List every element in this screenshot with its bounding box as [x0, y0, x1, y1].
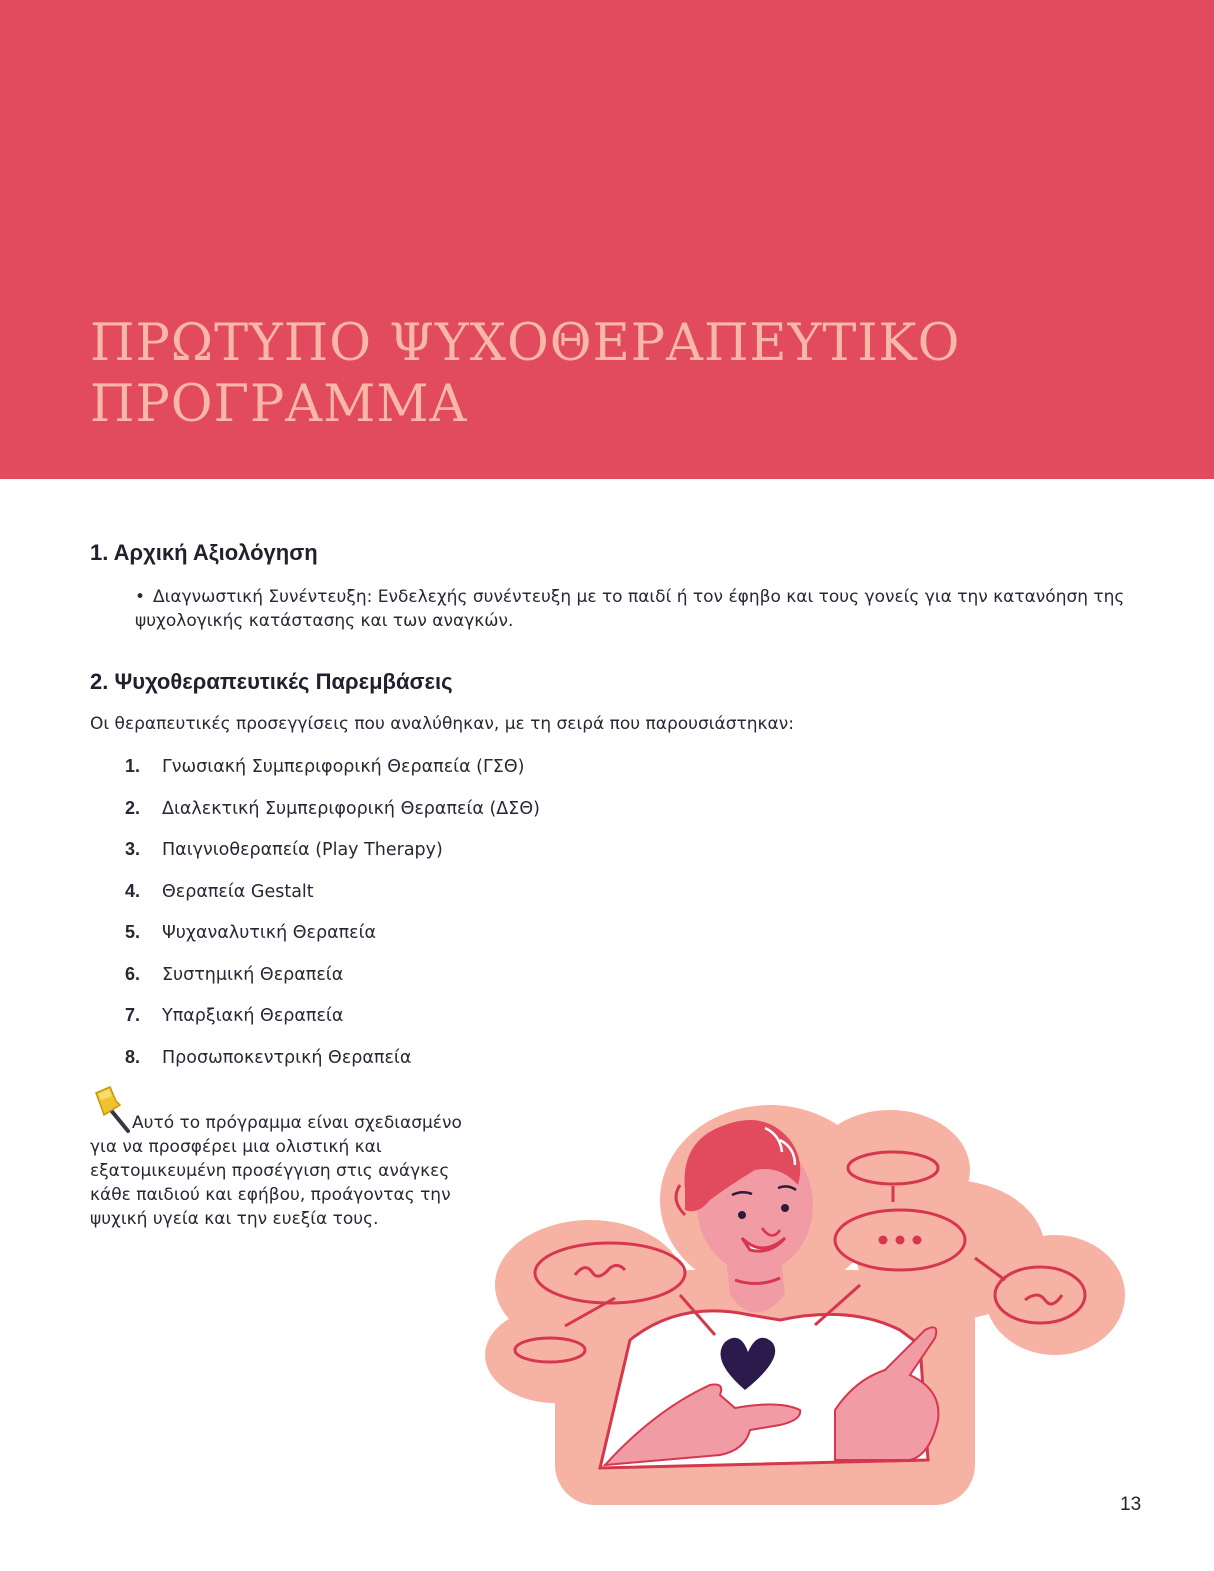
page-number: 13	[1120, 1494, 1142, 1515]
list-item	[125, 796, 540, 838]
page-title-line-1: ΠΡΩΤΥΠΟ ΨΥΧΟΘΕΡΑΠΕΥΤΙΚΟ	[90, 314, 961, 373]
header-banner	[0, 0, 1214, 479]
list-item-label: Θεραπεία Gestalt	[162, 881, 314, 902]
list-item	[125, 1045, 540, 1087]
page-title	[90, 313, 960, 435]
list-item	[125, 962, 540, 1004]
list-item-label: Ψυχαναλυτική Θεραπεία	[162, 923, 377, 943]
list-item-number: 4.	[125, 880, 141, 901]
interventions-intro: Οι θεραπευτικές προσεγγίσεις που αναλύθηκαν, με τη σειρά που παρουσιάστηκαν:	[90, 714, 794, 734]
therapy-list	[125, 754, 540, 1086]
list-item-label: Διαλεκτική Συμπεριφορική Θεραπεία (ΔΣΘ)	[162, 798, 540, 819]
list-item-label: Υπαρξιακή Θεραπεία	[162, 1006, 344, 1026]
bullet-marker: •	[135, 587, 146, 607]
list-item-number: 8.	[125, 1046, 141, 1067]
list-item-number: 6.	[125, 963, 141, 984]
list-item	[125, 879, 540, 921]
list-item	[125, 837, 540, 879]
list-item-number: 7.	[125, 1005, 141, 1025]
list-item-number: 5.	[125, 922, 141, 942]
program-note-text: Αυτό το πρόγραμμα είναι σχεδιασμένο για να προσφέρει μια ολιστική και εξατομικευμένη προσέγγιση στις ανάγκες κάθε παιδιού και εφήβου, προάγοντας την ψυχική υγεία και την ευεξία τους.	[90, 1113, 462, 1229]
list-item	[125, 1003, 540, 1045]
list-item-label: Προσωποκεντρική Θεραπεία	[162, 1047, 412, 1068]
list-item	[125, 920, 540, 962]
bullet-text: Διαγνωστική Συνέντευξη: Ενδελεχής συνέντευξη με το παιδί ή τον έφηβο και τους γονείς για την κατανόηση της ψυχολογικής κατάστασης και των αναγκών.	[135, 587, 1125, 631]
list-item-label: Παιγνιοθεραπεία (Play Therapy)	[162, 840, 443, 860]
list-item-label: Γνωσιακή Συμπεριφορική Θεραπεία (ΓΣΘ)	[162, 757, 525, 777]
person-with-heart-illustration	[480, 1090, 1130, 1505]
list-item-label: Συστημική Θεραπεία	[162, 964, 344, 985]
list-item-number: 2.	[125, 797, 141, 818]
list-item	[125, 754, 540, 796]
bullet-diagnostic-interview	[135, 585, 1125, 633]
list-item-number: 1.	[125, 756, 141, 776]
section-heading-interventions: 2. Ψυχοθεραπευτικές Παρεμβάσεις	[90, 669, 453, 694]
page-title-line-2: ΠΡΟΓΡΑΜΜΑ	[90, 375, 468, 434]
list-item-number: 3.	[125, 839, 141, 859]
section-heading-assessment: 1. Αρχική Αξιολόγηση	[90, 540, 318, 565]
